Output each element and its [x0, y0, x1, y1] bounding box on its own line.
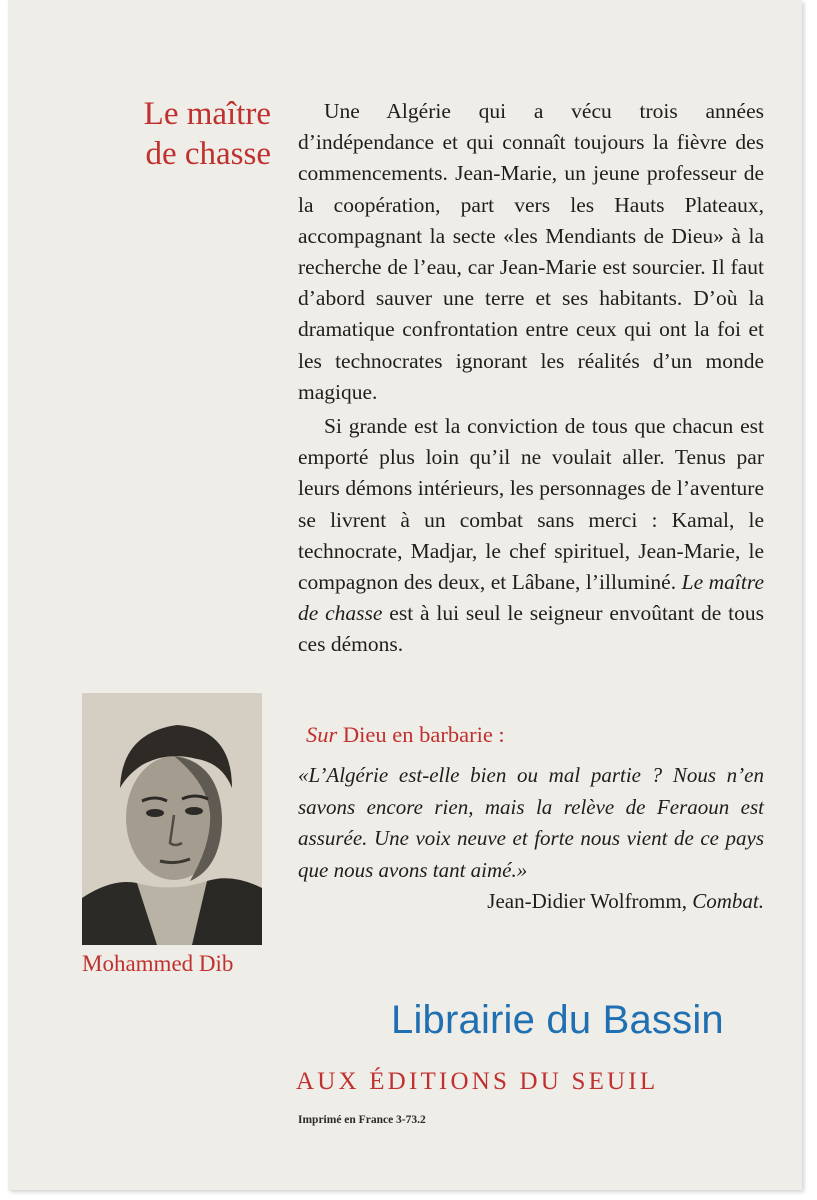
blurb-paragraph-1: Une Algérie qui a vécu trois années d’indépendance et qui connaît toujours la fièvre des commencements. Jean-Marie, un jeune professeur de la coopération, part vers les Hauts Plateaux, accompagnant la secte «les Mendiants de Dieu» à la recherche de l’eau, car Jean-Marie est sourcier. Il faut d’abord sauver une terre et ses habitants. D’où la dramatique confrontation entre ceux qui ont la foi et les technocrates ignorant les réalités d’un monde magique.: [298, 99, 764, 404]
author-name: Mohammed Dib: [82, 951, 234, 976]
book-back-cover: [8, 0, 802, 1190]
book-title: [111, 94, 271, 174]
blurb-title-italic: Le maître de chasse: [298, 570, 764, 626]
publisher-name: AUX ÉDITIONS DU SEUIL: [296, 1068, 659, 1095]
review-source: Combat.: [692, 889, 764, 913]
blurb: [298, 96, 764, 661]
title-line-2: de chasse: [145, 136, 271, 172]
review-quote-text: «L’Algérie est-elle bien ou mal partie ? Nous n’en savons encore rien, mais la relève de Feraoun est assurée. Une voix neuve et forte nous vient de ce pays que nous avons tant aimé.»: [298, 763, 764, 882]
review-critic: Jean-Didier Wolfromm,: [487, 889, 687, 913]
blurb-paragraph-2-text: Si grande est la conviction de tous que chacun est emporté plus loin qu’il ne voulait aller. Tenus par leurs démons intérieurs, les personnages de l’aventure se livrent à un combat sans merci : Kamal, le technocrate, Madjar, le chef spirituel, Jean-Marie, le compagnon des deux, et Lâbane, l’illuminé.: [298, 414, 764, 595]
blurb-paragraph-2-end: est à lui seul le seigneur envoûtant de tous ces démons.: [298, 601, 764, 657]
title-line-1: Le maître: [143, 96, 271, 132]
review-book-title: Dieu en barbarie :: [342, 722, 505, 747]
review-prefix: Sur: [306, 722, 338, 747]
review-quote: [298, 760, 764, 918]
shop-watermark: Librairie du Bassin: [391, 998, 724, 1042]
author-portrait-icon: [82, 693, 262, 945]
author-photo: [82, 693, 262, 945]
review-credit: [487, 886, 764, 918]
printing-note: Imprimé en France 3-73.2: [298, 1114, 426, 1126]
review-heading: [306, 722, 766, 748]
blurb-paragraph-2: [298, 411, 764, 661]
